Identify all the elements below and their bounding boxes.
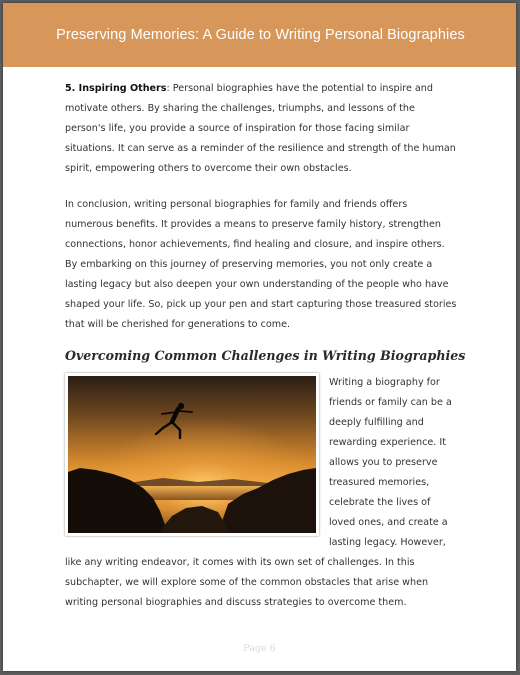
document-page [3, 3, 516, 671]
page-number: Page 6 [243, 643, 276, 654]
intro-wrap-text: Writing a biography for friends or family can be a deeply fulfilling and rewarding experience. It allows you to preserve treasured memories, celebrate the lives of loved ones, and create a lasting legacy. However, [329, 377, 452, 548]
section-continued-paragraph: like any writing endeavor, it comes with its own set of challenges. In this subchapter, we will explore some of the common obstacles that arise when writing personal biographies and discuss strategies to overcome them. [65, 557, 429, 608]
document-title: Preserving Memories: A Guide to Writing Personal Biographies [56, 27, 465, 43]
paragraph-body: : Personal biographies have the potential to inspire and motivate others. By sharing the challenges, triumphs, and lessons of the person's life, you provide a source of inspiration for those facing similar situations. It can serve as a reminder of the resilience and strength of the human spirit, empowering others to overcome their own obstacles. [65, 83, 456, 174]
photo-illustration [68, 376, 316, 533]
section-heading: Overcoming Common Challenges in Writing Biographies [65, 348, 466, 363]
inspiring-others-paragraph [65, 79, 457, 179]
paragraph-lead: 5. Inspiring Others [65, 83, 167, 94]
sunset-jump-photo [65, 373, 319, 536]
conclusion-paragraph: In conclusion, writing personal biographies for family and friends offers numerous benefits. It provides a means to preserve family history, strengthen connections, honor achievements, find healing and closure, and inspire others. By embarking on this journey of preserving memories, you not only create a lasting legacy but also deepen your own understanding of the people who have shaped your life. So, pick up your pen and start capturing those treasured stories that will be cherished for generations to come. [65, 199, 457, 330]
page-header [3, 3, 516, 67]
